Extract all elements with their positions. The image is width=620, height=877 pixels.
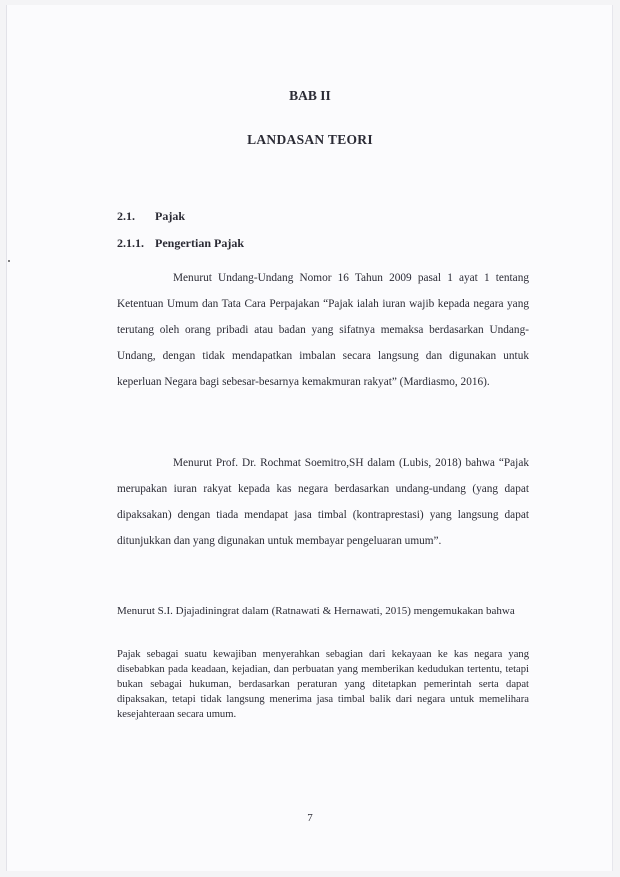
chapter-number: BAB II: [289, 88, 331, 103]
paragraph-uu-definition: Menurut Undang-Undang Nomor 16 Tahun 2009 pasal 1 ayat 1 tentang Ketentuan Umum dan Tata Cara Perpajakan “Pajak ialah iuran wajib kepada negara yang terutang oleh orang pribadi atau badan yang sifatnya memaksa berdasarkan Undang-Undang, dengan tidak mendapatkan imbalan secara langsung dan digunakan untuk keperluan Negara bagi sebesar-besarnya kemakmuran rakyat” (Mardiasmo, 2016).: [117, 272, 529, 388]
quote-intro: Menurut S.I. Djajadiningrat dalam (Ratnawati & Hernawati, 2015) mengemukakan bahwa: [117, 605, 515, 617]
page-number: 7: [307, 812, 313, 824]
section-heading: [117, 209, 185, 224]
section-title: Pajak: [155, 209, 185, 223]
paragraph-soemitro-definition: Menurut Prof. Dr. Rochmat Soemitro,SH dalam (Lubis, 2018) bahwa “Pajak merupakan iuran rakyat kepada kas negara berdasarkan undang-undang (yang dapat dipaksakan) dengan tiada mendapat jasa timbal (kontraprestasi) yang langsung dapat ditunjukkan dan yang digunakan untuk membayar pengeluaran umum”.: [117, 457, 529, 547]
scan-speck: [8, 260, 10, 262]
section-number: 2.1.: [117, 209, 135, 223]
subsection-heading: [117, 236, 244, 251]
block-quote: Pajak sebagai suatu kewajiban menyerahkan sebagian dari kekayaan ke kas negara yang disebabkan pada keadaan, kejadian, dan perbuatan yang memberikan kedudukan tertentu, tetapi bukan sebagai hukuman, berdasarkan peraturan yang ditetapkan pemerintah serta dapat dipaksakan, tetapi tidak langsung menerima jasa timbal balik dari negara untuk memelihara kesejahteraan secara umum.: [117, 649, 529, 720]
subsection-number: 2.1.1.: [117, 236, 144, 250]
subsection-title: Pengertian Pajak: [155, 236, 244, 250]
chapter-title: LANDASAN TEORI: [247, 132, 373, 147]
